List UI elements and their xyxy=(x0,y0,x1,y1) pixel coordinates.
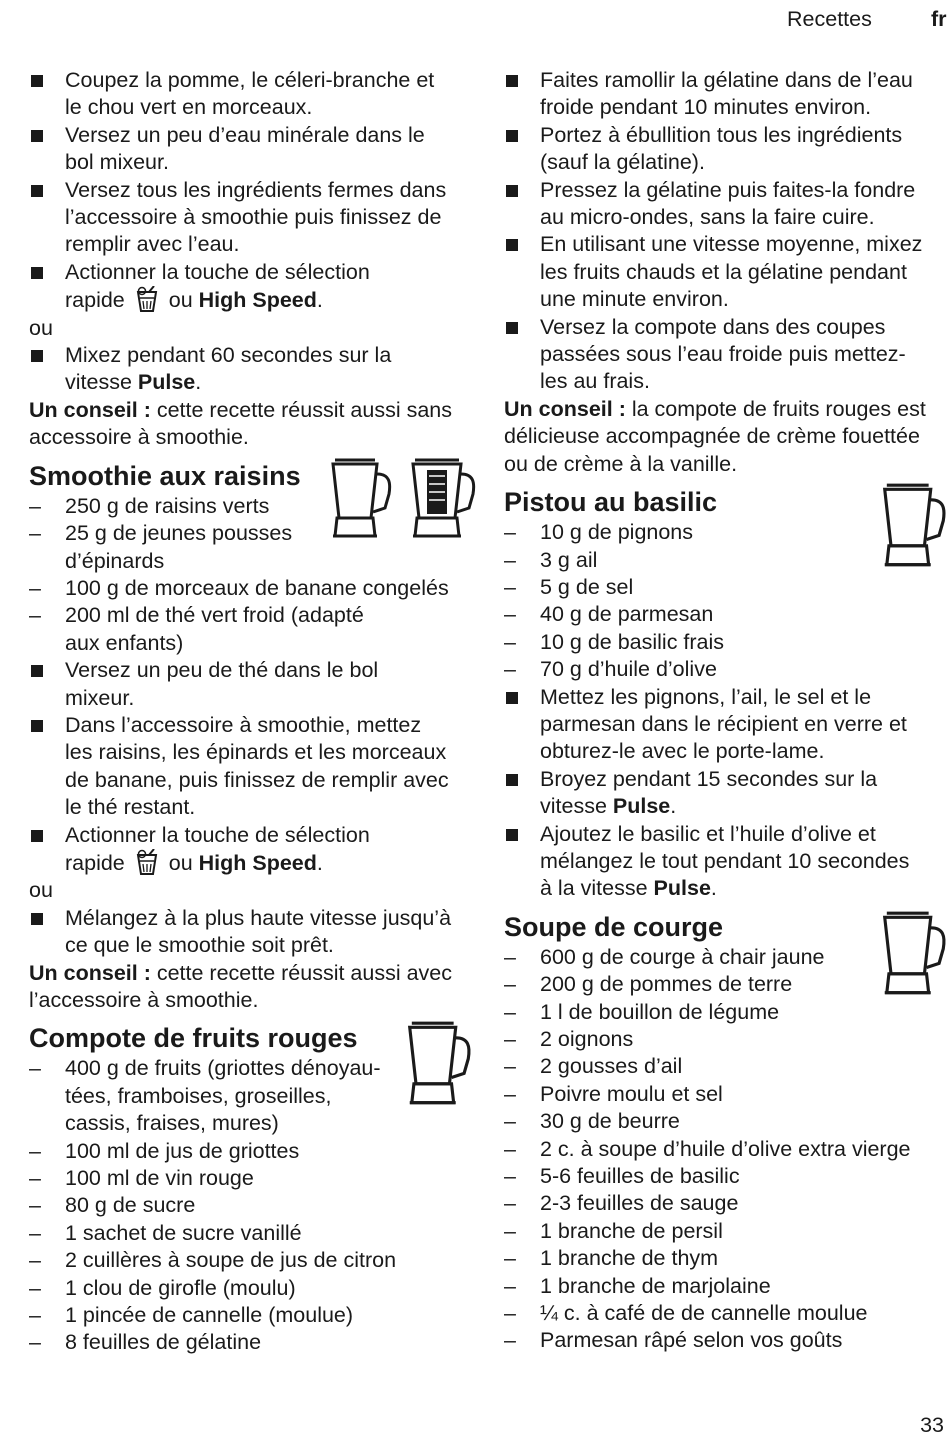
step-line: Actionner la touche de sélection xyxy=(65,822,370,847)
instruction-step xyxy=(504,177,950,232)
smoothie-glass-icon xyxy=(135,849,159,876)
dash-marker: – xyxy=(29,1275,41,1300)
tip: Un conseil : cette recette réussit aussi avec l’accessoire à smoothie. xyxy=(29,960,452,1012)
step-line: Ajoutez le basilic et l’huile d’olive et xyxy=(540,821,876,846)
step-pulse xyxy=(29,342,477,397)
dash-marker: – xyxy=(29,1220,41,1245)
step-line: rapide ou High Speed. xyxy=(65,288,323,313)
step-line: mélangez le tout pendant 10 secondes xyxy=(540,848,910,873)
bullet-marker xyxy=(504,67,516,94)
language-code: fr xyxy=(931,7,947,31)
intro-steps xyxy=(29,67,477,259)
item-line: Portez à ébullition tous les ingrédients xyxy=(540,122,903,147)
instruction-step xyxy=(504,67,950,122)
instruction-step xyxy=(504,314,950,396)
ingredient-item xyxy=(504,1136,950,1163)
tip: Un conseil : cette recette réussit aussi sans accessoire à smoothie. xyxy=(29,397,452,450)
item-line: 600 g de courge à chair jaune xyxy=(540,944,825,969)
or-text: ou xyxy=(29,878,53,903)
recipe-title: Compote de fruits rouges xyxy=(29,1023,358,1054)
ingredient-item xyxy=(29,1247,477,1274)
dash-marker: – xyxy=(504,1273,516,1298)
item-line: 100 ml de vin rouge xyxy=(65,1166,254,1191)
item-line: 400 g de fruits (griottes dénoyau- xyxy=(65,1056,381,1081)
step-line: vitesse Pulse. xyxy=(540,794,677,819)
ingredient-item xyxy=(504,1163,950,1190)
item-line: Versez un peu de thé dans le bol xyxy=(65,658,379,683)
item-line: 80 g de sucre xyxy=(65,1193,196,1218)
item-line: 30 g de beurre xyxy=(540,1109,680,1134)
ingredient-item xyxy=(504,1300,950,1327)
bullet-marker xyxy=(29,712,41,739)
dash-marker: – xyxy=(29,1330,41,1355)
item-line: 25 g de jeunes pousses xyxy=(65,521,293,546)
dash-marker: – xyxy=(504,999,516,1024)
item-line: bol mixeur. xyxy=(65,150,169,175)
dash-marker: – xyxy=(504,1027,516,1051)
ingredient-item xyxy=(29,1275,477,1302)
bullet-marker xyxy=(504,177,516,204)
dash-marker: – xyxy=(29,1303,41,1328)
smoothie-glass-icon xyxy=(135,286,159,313)
ingredient-item xyxy=(29,1165,477,1192)
step-pulse xyxy=(504,821,950,903)
ingredient-list xyxy=(29,493,477,657)
ingredient-item xyxy=(504,1026,950,1053)
ingredient-item xyxy=(29,1055,477,1137)
ingredient-item xyxy=(29,575,477,602)
item-line: 1 clou de girofle (moulu) xyxy=(65,1275,296,1300)
item-line: passées sous l’eau froide puis mettez- xyxy=(540,342,906,367)
ingredient-item xyxy=(504,971,950,998)
item-line: froide pendant 10 minutes environ. xyxy=(540,95,872,120)
step-list xyxy=(29,657,477,821)
item-line: En utilisant une vitesse moyenne, mixez xyxy=(540,232,923,257)
item-line: 1 branche de thym xyxy=(540,1246,719,1271)
dash-marker: – xyxy=(29,1056,41,1081)
ingredient-item xyxy=(29,520,477,575)
ingredient-item xyxy=(504,601,950,628)
instruction-step xyxy=(29,712,477,822)
item-line: remplir avec l’eau. xyxy=(65,232,240,257)
dash-marker: – xyxy=(29,1138,41,1163)
ingredient-list xyxy=(504,944,950,1355)
step-list xyxy=(504,67,950,396)
item-line: l’accessoire à smoothie puis finissez de xyxy=(65,205,442,230)
ingredient-item xyxy=(29,1220,477,1247)
ingredient-item xyxy=(29,1138,477,1165)
bullet-marker xyxy=(504,684,516,711)
bullet-marker xyxy=(29,657,41,684)
left-column xyxy=(29,67,477,1357)
bullet-marker xyxy=(504,314,516,341)
dash-marker: – xyxy=(504,1136,516,1161)
item-line: mixeur. xyxy=(65,685,135,710)
dash-marker: – xyxy=(29,575,41,600)
step-line: vitesse Pulse. xyxy=(65,370,202,395)
item-line: ¼ c. à café de de cannelle moulue xyxy=(540,1301,868,1326)
item-line: Parmesan râpé selon vos goûts xyxy=(540,1328,843,1353)
bullet-marker xyxy=(29,905,41,932)
dash-marker: – xyxy=(504,972,516,997)
dash-marker: – xyxy=(504,1191,516,1216)
dash-marker: – xyxy=(504,1246,516,1271)
item-line: tées, framboises, groseilles, xyxy=(65,1083,332,1108)
dash-marker: – xyxy=(504,1054,516,1079)
ingredient-list xyxy=(504,519,950,683)
bullet-marker xyxy=(29,122,41,149)
item-line: Coupez la pomme, le céleri-branche et xyxy=(65,68,435,92)
ingredient-item xyxy=(504,1245,950,1272)
ingredient-item xyxy=(504,656,950,683)
item-line: 10 g de pignons xyxy=(540,520,694,545)
item-line: 1 sachet de sucre vanillé xyxy=(65,1220,302,1245)
item-line: 2 oignons xyxy=(540,1027,634,1051)
instruction-step xyxy=(504,231,950,313)
step-pulse xyxy=(504,766,950,821)
dash-marker: – xyxy=(504,1218,516,1243)
step-line: Mixez pendant 60 secondes sur la xyxy=(65,343,392,368)
ingredient-item xyxy=(504,1081,950,1108)
recipe-title: Pistou au basilic xyxy=(504,487,718,518)
item-line: 2-3 feuilles de sauge xyxy=(540,1191,739,1216)
item-line: 100 ml de jus de griottes xyxy=(65,1138,300,1163)
step-line: Actionner la touche de sélection xyxy=(65,259,370,284)
step-list xyxy=(504,684,950,766)
item-line: Poivre moulu et sel xyxy=(540,1081,723,1106)
ingredient-item xyxy=(504,999,950,1026)
item-line: ce que le smoothie soit prêt. xyxy=(65,933,334,958)
dash-marker: – xyxy=(504,1081,516,1106)
step-line: à la vitesse Pulse. xyxy=(540,876,717,901)
item-line: 100 g de morceaux de banane congelés xyxy=(65,575,449,600)
item-line: au micro-ondes, sans la faire cuire. xyxy=(540,205,875,230)
item-line: 5 g de sel xyxy=(540,574,634,599)
item-line: 1 l de bouillon de légume xyxy=(540,999,780,1024)
bullet-marker xyxy=(504,231,516,258)
ingredient-item xyxy=(29,602,477,657)
dash-marker: – xyxy=(504,657,516,682)
ingredient-item xyxy=(504,629,950,656)
dash-marker: – xyxy=(29,603,41,628)
item-line: Pressez la gélatine puis faites-la fondre xyxy=(540,177,916,202)
ingredient-item xyxy=(29,493,477,520)
step-line: rapide ou High Speed. xyxy=(65,850,323,875)
item-line: 3 g ail xyxy=(540,547,598,572)
item-line: les fruits chauds et la gélatine pendant xyxy=(540,259,907,284)
item-line: 70 g d’huile d’olive xyxy=(540,657,717,682)
item-line: 250 g de raisins verts xyxy=(65,493,270,518)
dash-marker: – xyxy=(504,520,516,545)
item-line: 2 c. à soupe d’huile d’olive extra vierge xyxy=(540,1136,911,1161)
dash-marker: – xyxy=(504,574,516,599)
ingredient-item xyxy=(504,944,950,971)
item-line: Versez tous les ingrédients fermes dans xyxy=(65,177,447,202)
ingredient-item xyxy=(504,519,950,546)
bullet-marker xyxy=(29,177,41,204)
item-line: Versez la compote dans des coupes xyxy=(540,314,886,339)
dash-marker: – xyxy=(504,602,516,627)
ingredient-list xyxy=(29,1055,477,1356)
dash-marker: – xyxy=(29,1248,41,1273)
bullet-marker xyxy=(504,122,516,149)
item-line: obturez-le avec le porte-lame. xyxy=(540,739,825,764)
right-column xyxy=(504,67,950,1355)
section-title: Recettes xyxy=(787,7,872,31)
recipe-title: Smoothie aux raisins xyxy=(29,460,301,491)
instruction-step xyxy=(29,657,477,712)
item-line: 1 branche de persil xyxy=(540,1218,723,1243)
item-line: 10 g de basilic frais xyxy=(540,629,725,654)
ingredient-item xyxy=(504,1273,950,1300)
ingredient-item xyxy=(504,574,950,601)
ingredient-item xyxy=(29,1302,477,1329)
item-line: le thé restant. xyxy=(65,795,196,820)
instruction-step xyxy=(29,905,477,960)
item-line: 40 g de parmesan xyxy=(540,602,714,627)
dash-marker: – xyxy=(29,493,41,518)
bullet-marker xyxy=(29,67,41,94)
ingredient-item xyxy=(504,1053,950,1080)
dash-marker: – xyxy=(504,1301,516,1326)
item-line: 8 feuilles de gélatine xyxy=(65,1330,262,1355)
item-line: les au frais. xyxy=(540,369,650,394)
ingredient-item xyxy=(504,1108,950,1135)
dash-marker: – xyxy=(504,1164,516,1189)
dash-marker: – xyxy=(504,629,516,654)
ingredient-item xyxy=(504,1218,950,1245)
step-line: Broyez pendant 15 secondes sur la xyxy=(540,766,878,791)
item-line: (sauf la gélatine). xyxy=(540,150,705,175)
ingredient-item xyxy=(504,547,950,574)
instruction-step xyxy=(29,122,477,177)
item-line: 1 pincée de cannelle (moulue) xyxy=(65,1303,354,1328)
item-line: parmesan dans le récipient en verre et xyxy=(540,711,907,736)
dash-marker: – xyxy=(504,547,516,572)
or-text: ou xyxy=(29,315,53,340)
item-line: le chou vert en morceaux. xyxy=(65,95,313,120)
item-line: 2 cuillères à soupe de jus de citron xyxy=(65,1248,397,1273)
item-line: d’épinards xyxy=(65,548,165,573)
item-line: Dans l’accessoire à smoothie, mettez xyxy=(65,712,422,737)
ingredient-item xyxy=(29,1192,477,1219)
recipe-title: Soupe de courge xyxy=(504,911,724,942)
ingredient-item xyxy=(29,1329,477,1356)
dash-marker: – xyxy=(504,944,516,969)
step-quick-select xyxy=(29,259,477,315)
item-line: Faites ramollir la gélatine dans de l’eau xyxy=(540,68,913,92)
ingredient-item xyxy=(504,1190,950,1217)
dash-marker: – xyxy=(29,1193,41,1218)
item-line: 5-6 feuilles de basilic xyxy=(540,1164,740,1189)
item-line: 2 gousses d’ail xyxy=(540,1054,683,1079)
item-line: 200 g de pommes de terre xyxy=(540,972,793,997)
item-line: Mettez les pignons, l’ail, le sel et le xyxy=(540,684,872,709)
instruction-step xyxy=(29,67,477,122)
instruction-step xyxy=(504,122,950,177)
dash-marker: – xyxy=(29,521,41,546)
item-line: une minute environ. xyxy=(540,287,729,312)
item-line: Versez un peu d’eau minérale dans le xyxy=(65,122,425,147)
item-line: Mélangez à la plus haute vitesse jusqu’à xyxy=(65,905,452,930)
dash-marker: – xyxy=(29,1166,41,1191)
instruction-step xyxy=(29,177,477,259)
step-quick-select xyxy=(29,822,477,878)
ingredient-item xyxy=(504,1327,950,1354)
item-line: aux enfants) xyxy=(65,630,184,655)
item-line: les raisins, les épinards et les morceaux xyxy=(65,740,447,765)
item-line: 200 ml de thé vert froid (adapté xyxy=(65,603,364,628)
page-number: 33 xyxy=(920,1413,944,1437)
instruction-step xyxy=(504,684,950,766)
item-line: 1 branche de marjolaine xyxy=(540,1273,771,1298)
item-line: de banane, puis finissez de remplir avec xyxy=(65,767,449,792)
item-line: cassis, fraises, mures) xyxy=(65,1111,279,1136)
dash-marker: – xyxy=(504,1328,516,1353)
step-list xyxy=(29,905,477,960)
tip: Un conseil : la compote de fruits rouges est délicieuse accompagnée de crème fouettée ou de crème à la vanille. xyxy=(504,396,926,476)
dash-marker: – xyxy=(504,1109,516,1134)
page-header xyxy=(0,6,950,36)
